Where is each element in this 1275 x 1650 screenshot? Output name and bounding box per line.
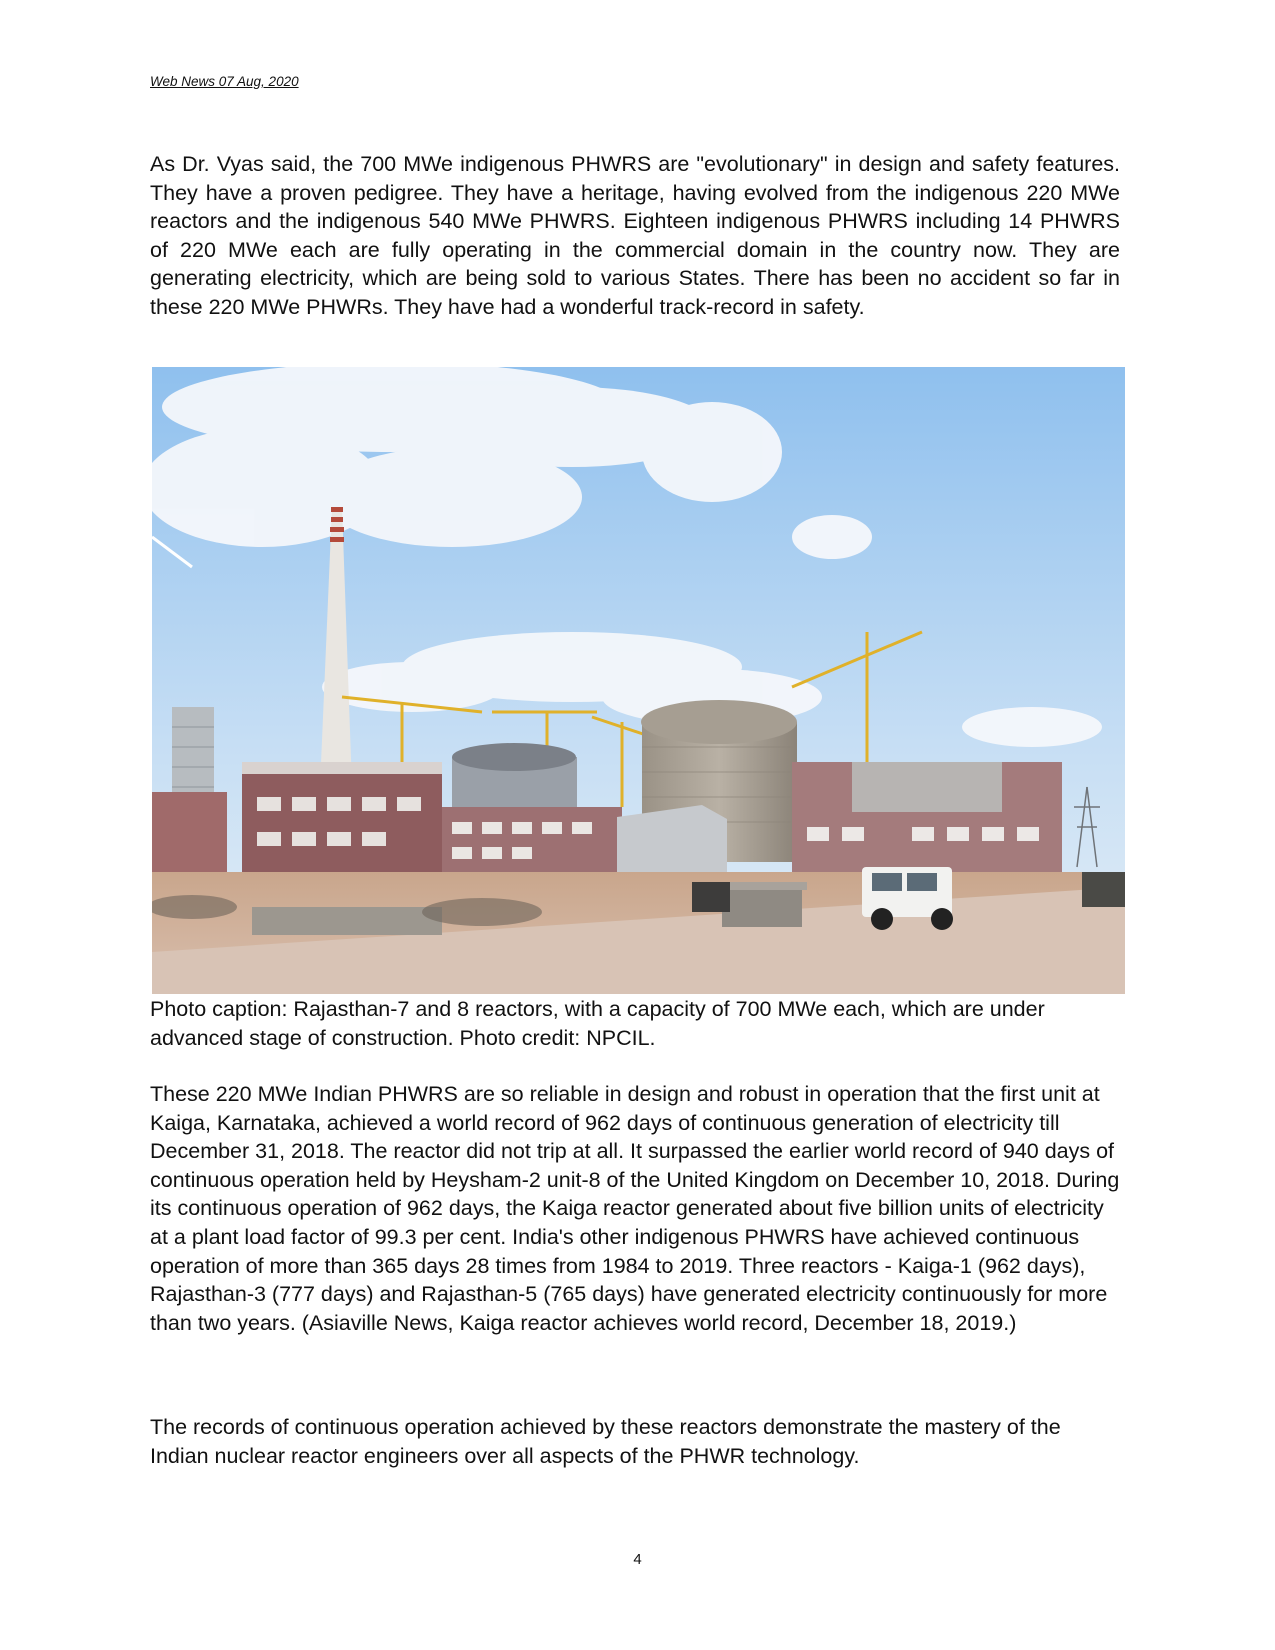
reactor-construction-photo bbox=[152, 367, 1125, 994]
page-number: 4 bbox=[633, 1551, 642, 1568]
paragraph-kaiga-record: These 220 MWe Indian PHWRS are so reliable in design and robust in operation that the first unit at Kaiga, Karnataka, achieved a world record of 962 days of continuous generation of electricity till December 31, 2018. The reactor did not trip at all. It surpassed the earlier world record of 940 days of continuous operation held by Heysham-2 unit-8 of the United Kingdom on December 10, 2018. During its continuous operation of 962 days, the Kaiga reactor generated about five billion units of electricity at a plant load factor of 99.3 per cent. India's other indigenous PHWRS have achieved continuous operation of more than 365 days 28 times from 1984 to 2019. Three reactors - Kaiga-1 (962 days), Rajasthan-3 (777 days) and Rajasthan-5 (765 days) have generated electricity continuously for more than two years. (Asiaville News, Kaiga reactor achieves world record, December 18, 2019.) bbox=[150, 1082, 1120, 1335]
paragraph-conclusion: The records of continuous operation achieved by these reactors demonstrate the mastery of the Indian nuclear reactor engineers over all aspects of the PHWR technology. bbox=[150, 1415, 1061, 1468]
photo-caption: Photo caption: Rajasthan-7 and 8 reactors, with a capacity of 700 MWe each, which are under advanced stage of construction. Photo credit: NPCIL. bbox=[150, 997, 1045, 1050]
header-date: Web News 07 Aug, 2020 bbox=[150, 74, 299, 89]
paragraph-vyas-statement: As Dr. Vyas said, the 700 MWe indigenous PHWRS are "evolutionary" in design and safety features. They have a proven pedigree. They have a heritage, having evolved from the indigenous 220 MWe reactors and the indigenous 540 MWe PHWRS. Eighteen indigenous PHWRS including 14 PHWRS of 220 MWe each are fully operating in the commercial domain in the country now. They are generating electricity, which are being sold to various States. There has been no accident so far in these 220 MWe PHWRs. They have had a wonderful track-record in safety. bbox=[150, 152, 1120, 319]
